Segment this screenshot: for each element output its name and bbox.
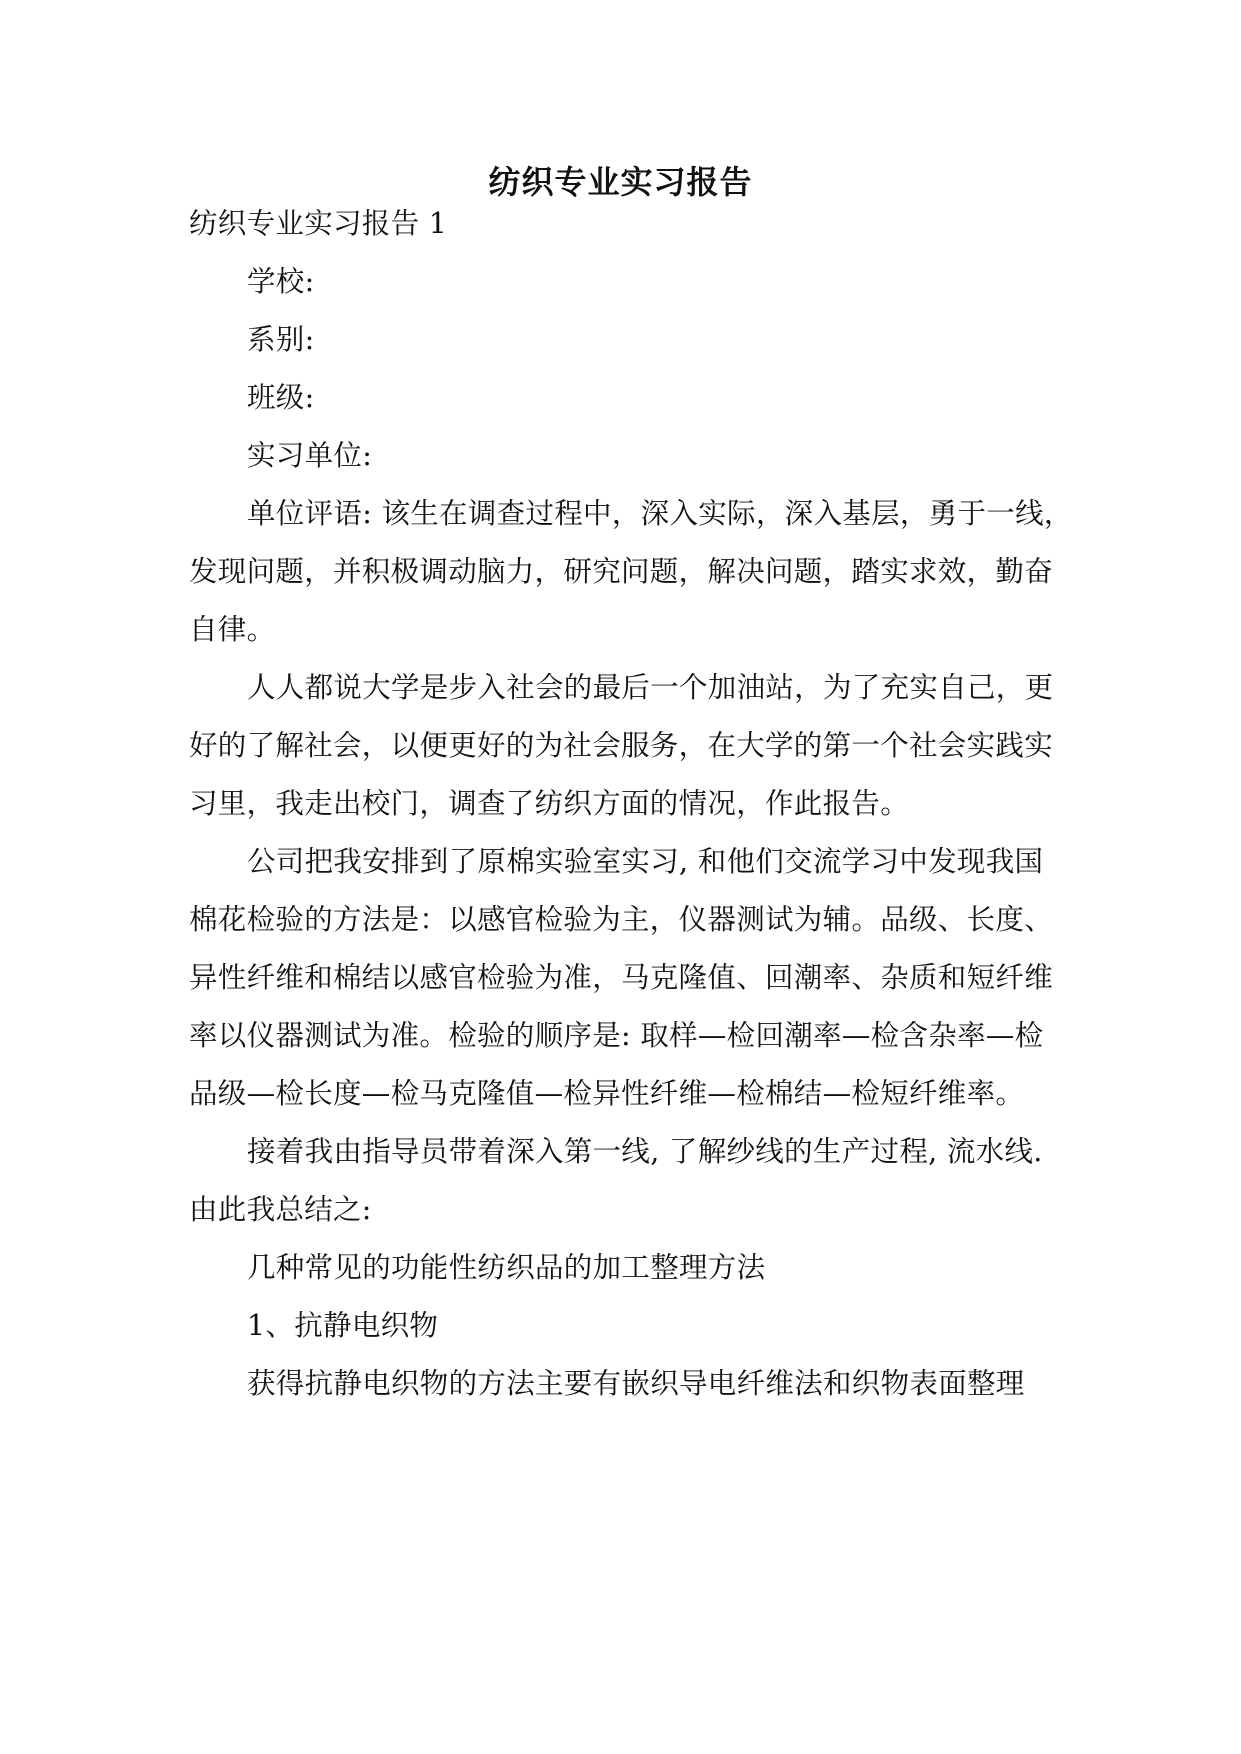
field-unit: 实习单位:: [247, 439, 373, 472]
paragraph-line: 人人都说大学是步入社会的最后一个加油站，为了充实自己，更: [247, 671, 1054, 704]
paragraph-line: 异性纤维和棉结以感官检验为准，马克隆值、回潮率、杂质和短纤维: [189, 961, 1054, 994]
section-heading: 几种常见的功能性纺织品的加工整理方法: [247, 1251, 766, 1284]
paragraph-line: 公司把我安排到了原棉实验室实习, 和他们交流学习中发现我国: [247, 845, 1044, 878]
field-department: 系别:: [247, 323, 315, 356]
paragraph-line: 棉花检验的方法是：以感官检验为主，仪器测试为辅。品级、长度、: [189, 903, 1054, 936]
subsection-heading: 1、抗静电织物: [247, 1309, 439, 1342]
paragraph-line: 习里，我走出校门，调查了纺织方面的情况，作此报告。: [189, 787, 910, 820]
paragraph-line: 品级—检长度—检马克隆值—检异性纤维—检棉结—检短纤维率。: [189, 1077, 1025, 1110]
paragraph-line: 发现问题，并积极调动脑力，研究问题，解决问题，踏实求效，勤奋: [189, 555, 1054, 588]
paragraph-line: 接着我由指导员带着深入第一线, 了解纱线的生产过程, 流水线.: [247, 1135, 1043, 1168]
paragraph-line: 单位评语: 该生在调查过程中，深入实际，深入基层，勇于一线，: [247, 497, 1073, 530]
field-school: 学校:: [247, 265, 315, 298]
paragraph-line: 由此我总结之:: [189, 1193, 372, 1226]
paragraph-line: 好的了解社会，以便更好的为社会服务，在大学的第一个社会实践实: [189, 729, 1054, 762]
report-subtitle: 纺织专业实习报告 1: [189, 207, 448, 240]
paragraph-line: 获得抗静电织物的方法主要有嵌织导电纤维法和织物表面整理: [247, 1367, 1025, 1400]
paragraph-line: 自律。: [189, 613, 276, 646]
field-class: 班级:: [247, 381, 315, 414]
paragraph-line: 率以仪器测试为准。检验的顺序是: 取样—检回潮率—检含杂率—检: [189, 1019, 1044, 1052]
document-title: 纺织专业实习报告: [488, 163, 753, 201]
